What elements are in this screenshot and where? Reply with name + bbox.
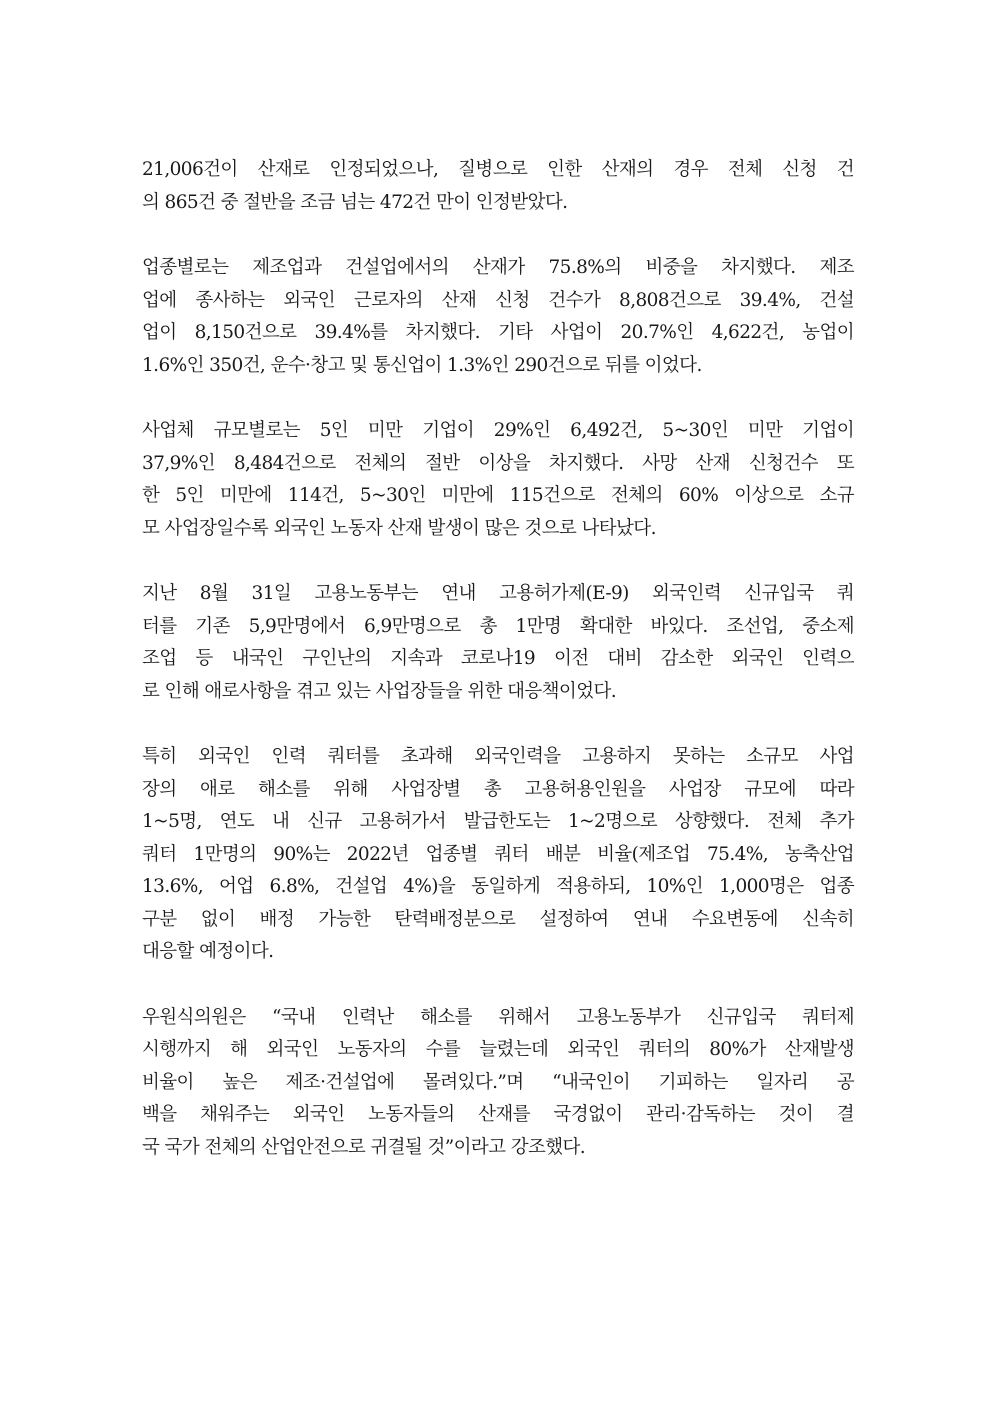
paragraph-lawmaker-quote [142,1002,854,1165]
paragraph-line: 터를 기존 5,9만명에서 6,9만명으로 총 1만명 확대한 바있다. 조선업, 중소제 [142,615,854,637]
paragraph-line: 장의 애로 해소를 위해 사업장별 총 고용허용인원을 사업장 규모에 따라 [142,778,854,800]
paragraph-line: 대응할 예정이다. [142,941,274,962]
paragraph-line: 한 5인 미만에 114건, 5~30인 미만에 115건으로 전체의 60% 이상으로 소규 [142,485,854,506]
paragraph-line: 업종별로는 제조업과 건설업에서의 산재가 75.8%의 비중을 차지했다. 제조 [142,257,854,278]
paragraph-line: 의 865건 중 절반을 조금 넘는 472건 만이 인정받았다. [142,191,568,213]
paragraph-line: 시행까지 해 외국인 노동자의 수를 늘렸는데 외국인 쿼터의 80%가 산재발생 [142,1039,854,1060]
paragraph-line: 21,006건이 산재로 인정되었으나, 질병으로 인한 산재의 경우 전체 신청 건 [142,159,854,180]
paragraph-line: 특히 외국인 인력 쿼터를 초과해 외국인력을 고용하지 못하는 소규모 사업 [142,746,854,767]
paragraph-line: 37,9%인 8,484건으로 전체의 절반 이상을 차지했다. 사망 산재 신청건수 또 [142,452,854,474]
paragraph-line: 로 인해 애로사항을 겪고 있는 사업장들을 위한 대응책이었다. [142,680,617,702]
paragraph-small-business-quota [142,741,854,969]
paragraph-by-business-size [142,415,854,545]
paragraph-line: 우원식의원은 “국내 인력난 해소를 위해서 고용노동부가 신규입국 쿼터제 [142,1006,854,1028]
paragraph-line: 구분 없이 배정 가능한 탄력배정분으로 설정하여 연내 수요변동에 신속히 [142,908,854,930]
paragraph-industrial-accident-approval [142,154,854,219]
paragraph-line: 쿼터 1만명의 90%는 2022년 업종별 쿼터 배분 비율(제조업 75.4%, 농축산업 [142,843,854,865]
paragraph-line: 1.6%인 350건, 운수·창고 및 통신업이 1.3%인 290건으로 뒤를 이었다. [142,354,702,376]
paragraph-line: 업이 8,150건으로 39.4%를 차지했다. 기타 사업이 20.7%인 4,622건, 농업이 [142,322,854,343]
paragraph-line: 비율이 높은 제조·건설업에 몰려있다.”며 “내국인이 기피하는 일자리 공 [142,1071,854,1093]
paragraph-line: 업에 종사하는 외국인 근로자의 산재 신청 건수가 8,808건으로 39.4%, 건설 [142,289,854,311]
paragraph-by-industry [142,252,854,382]
paragraph-line: 국 국가 전체의 산업안전으로 귀결될 것”이라고 강조했다. [142,1136,586,1158]
paragraph-quota-expansion [142,578,854,708]
document-body [142,154,854,1197]
paragraph-line: 사업체 규모별로는 5인 미만 기업이 29%인 6,492건, 5~30인 미만 기업이 [142,420,854,441]
paragraph-line: 조업 등 내국인 구인난의 지속과 코로나19 이전 대비 감소한 외국인 인력으 [142,648,854,669]
paragraph-line: 모 사업장일수록 외국인 노동자 산재 발생이 많은 것으로 나타났다. [142,517,656,539]
paragraph-line: 백을 채워주는 외국인 노동자들의 산재를 국경없이 관리·감독하는 것이 결 [142,1104,854,1125]
paragraph-line: 지난 8월 31일 고용노동부는 연내 고용허가제(E-9) 외국인력 신규입국 쿼 [142,583,854,604]
paragraph-line: 1~5명, 연도 내 신규 고용허가서 발급한도는 1~2명으로 상향했다. 전체 추가 [142,811,854,832]
paragraph-line: 13.6%, 어업 6.8%, 건설업 4%)을 동일하게 적용하되, 10%인 1,000명은 업종 [142,876,854,897]
